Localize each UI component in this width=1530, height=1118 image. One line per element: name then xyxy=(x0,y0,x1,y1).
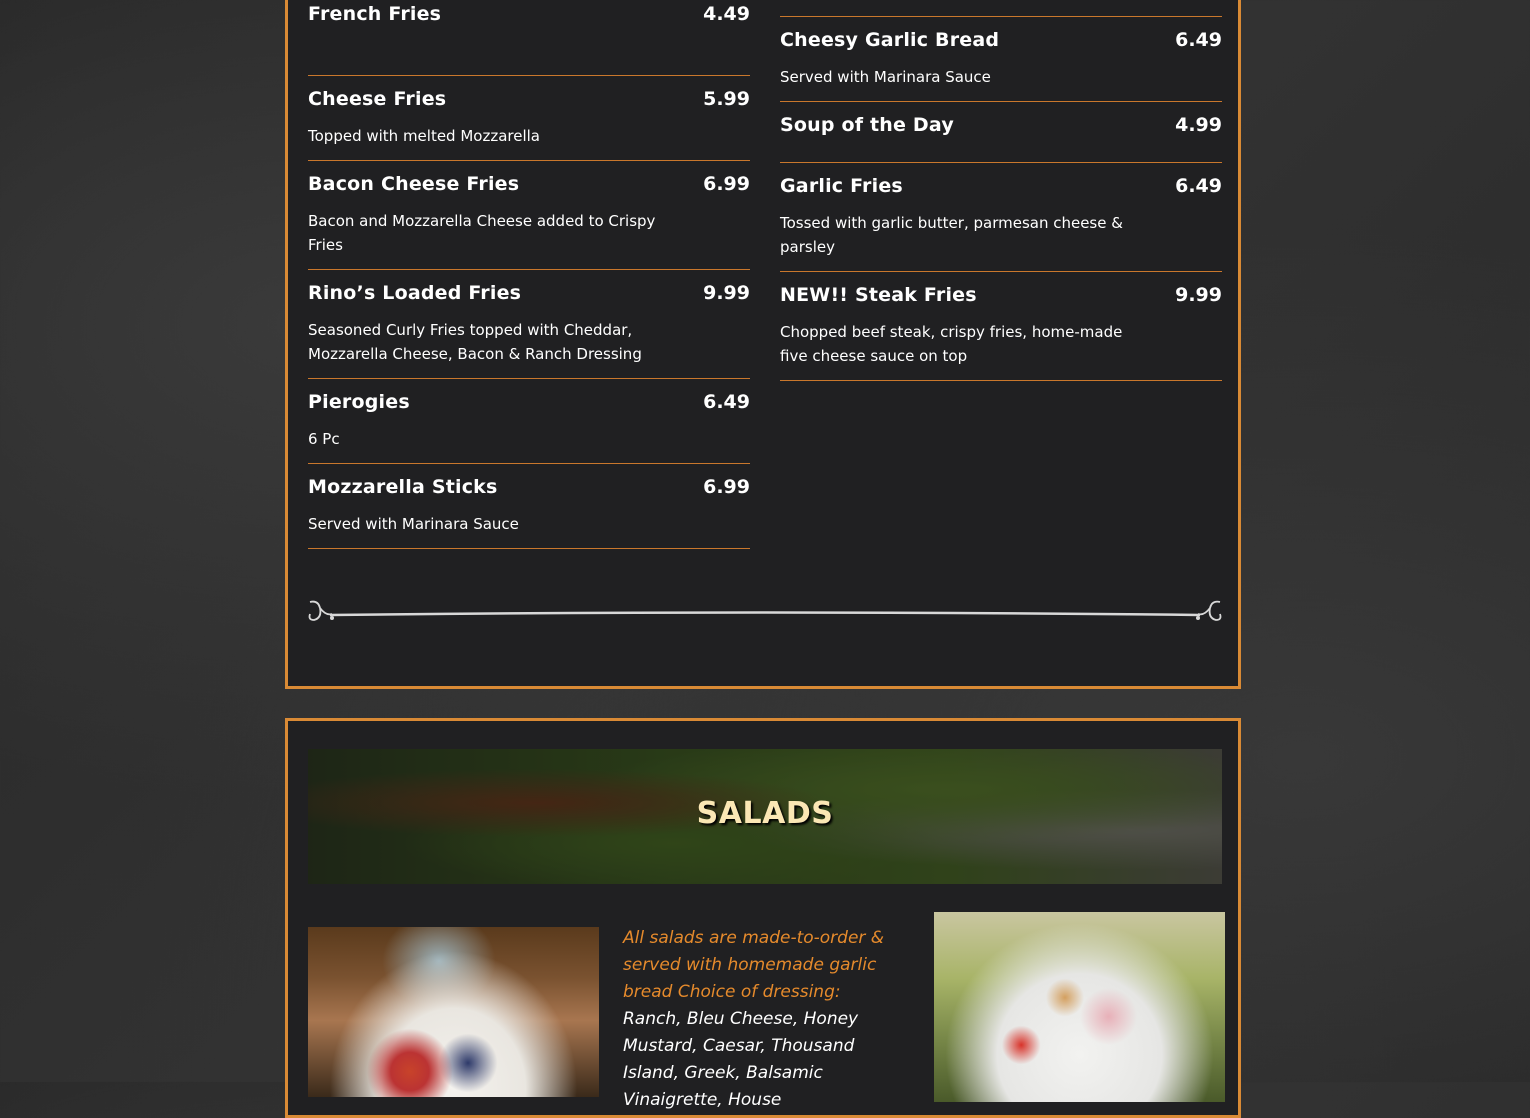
section-title: SALADS xyxy=(696,796,834,831)
item-name: Cheesy Garlic Bread xyxy=(780,29,1000,51)
menu-item xyxy=(780,114,1222,163)
item-price: 6.99 xyxy=(703,476,750,498)
item-price: 6.49 xyxy=(1175,29,1222,51)
menu-item xyxy=(308,88,750,161)
item-description: Tossed with garlic butter, parmesan cheese & parsley xyxy=(780,214,1123,256)
item-description: Chopped beef steak, crispy fries, home-made five cheese sauce on top xyxy=(780,323,1123,365)
menu-item xyxy=(308,282,750,379)
salads-panel xyxy=(285,718,1241,1118)
menu-item-separator xyxy=(780,0,1222,17)
menu-item xyxy=(308,3,750,76)
item-name: Rino’s Loaded Fries xyxy=(308,282,522,304)
item-price: 9.99 xyxy=(703,282,750,304)
item-description: Topped with melted Mozzarella xyxy=(308,127,541,145)
item-price: 4.99 xyxy=(1175,114,1222,136)
salad-info-text xyxy=(623,925,903,1114)
item-name: Cheese Fries xyxy=(308,88,447,110)
menu-item xyxy=(308,476,750,549)
menu-item xyxy=(308,173,750,270)
item-price: 6.49 xyxy=(703,391,750,413)
menu-item xyxy=(780,29,1222,102)
divider-flourish-right xyxy=(1198,602,1221,620)
appetizers-panel xyxy=(285,0,1241,689)
item-name: Garlic Fries xyxy=(780,175,903,197)
salad-photo-right xyxy=(934,912,1225,1102)
ornamental-divider xyxy=(308,596,1222,630)
divider-flourish-left xyxy=(310,602,333,620)
salad-info-accent: All salads are made-to-order & served with homemade garlic bread Choice of dressing: xyxy=(623,928,885,1002)
item-name: Mozzarella Sticks xyxy=(308,476,498,498)
item-price: 9.99 xyxy=(1175,284,1222,306)
item-description: 6 Pc xyxy=(308,430,340,448)
item-price: 5.99 xyxy=(703,88,750,110)
item-description: Served with Marinara Sauce xyxy=(308,515,519,533)
item-price: 6.49 xyxy=(1175,175,1222,197)
salad-photo-left xyxy=(308,927,599,1097)
item-name: Bacon Cheese Fries xyxy=(308,173,520,195)
salad-dressings: Ranch, Bleu Cheese, Honey Mustard, Caesar, Thousand Island, Greek, Balsamic Vinaigrette, House xyxy=(623,1009,859,1110)
item-description: Bacon and Mozzarella Cheese added to Crispy Fries xyxy=(308,212,656,254)
menu-item xyxy=(308,391,750,464)
item-name: Pierogies xyxy=(308,391,410,413)
item-description: Seasoned Curly Fries topped with Cheddar, Mozzarella Cheese, Bacon & Ranch Dressing xyxy=(308,321,642,363)
item-name: Soup of the Day xyxy=(780,114,954,136)
item-name: French Fries xyxy=(308,3,442,25)
item-description: Served with Marinara Sauce xyxy=(780,68,991,86)
item-price: 6.99 xyxy=(703,173,750,195)
menu-item xyxy=(780,284,1222,381)
menu-item xyxy=(780,175,1222,272)
item-name: NEW!! Steak Fries xyxy=(780,284,977,306)
divider-line xyxy=(330,613,1200,616)
item-price: 4.49 xyxy=(703,3,750,25)
salads-banner xyxy=(308,749,1222,884)
